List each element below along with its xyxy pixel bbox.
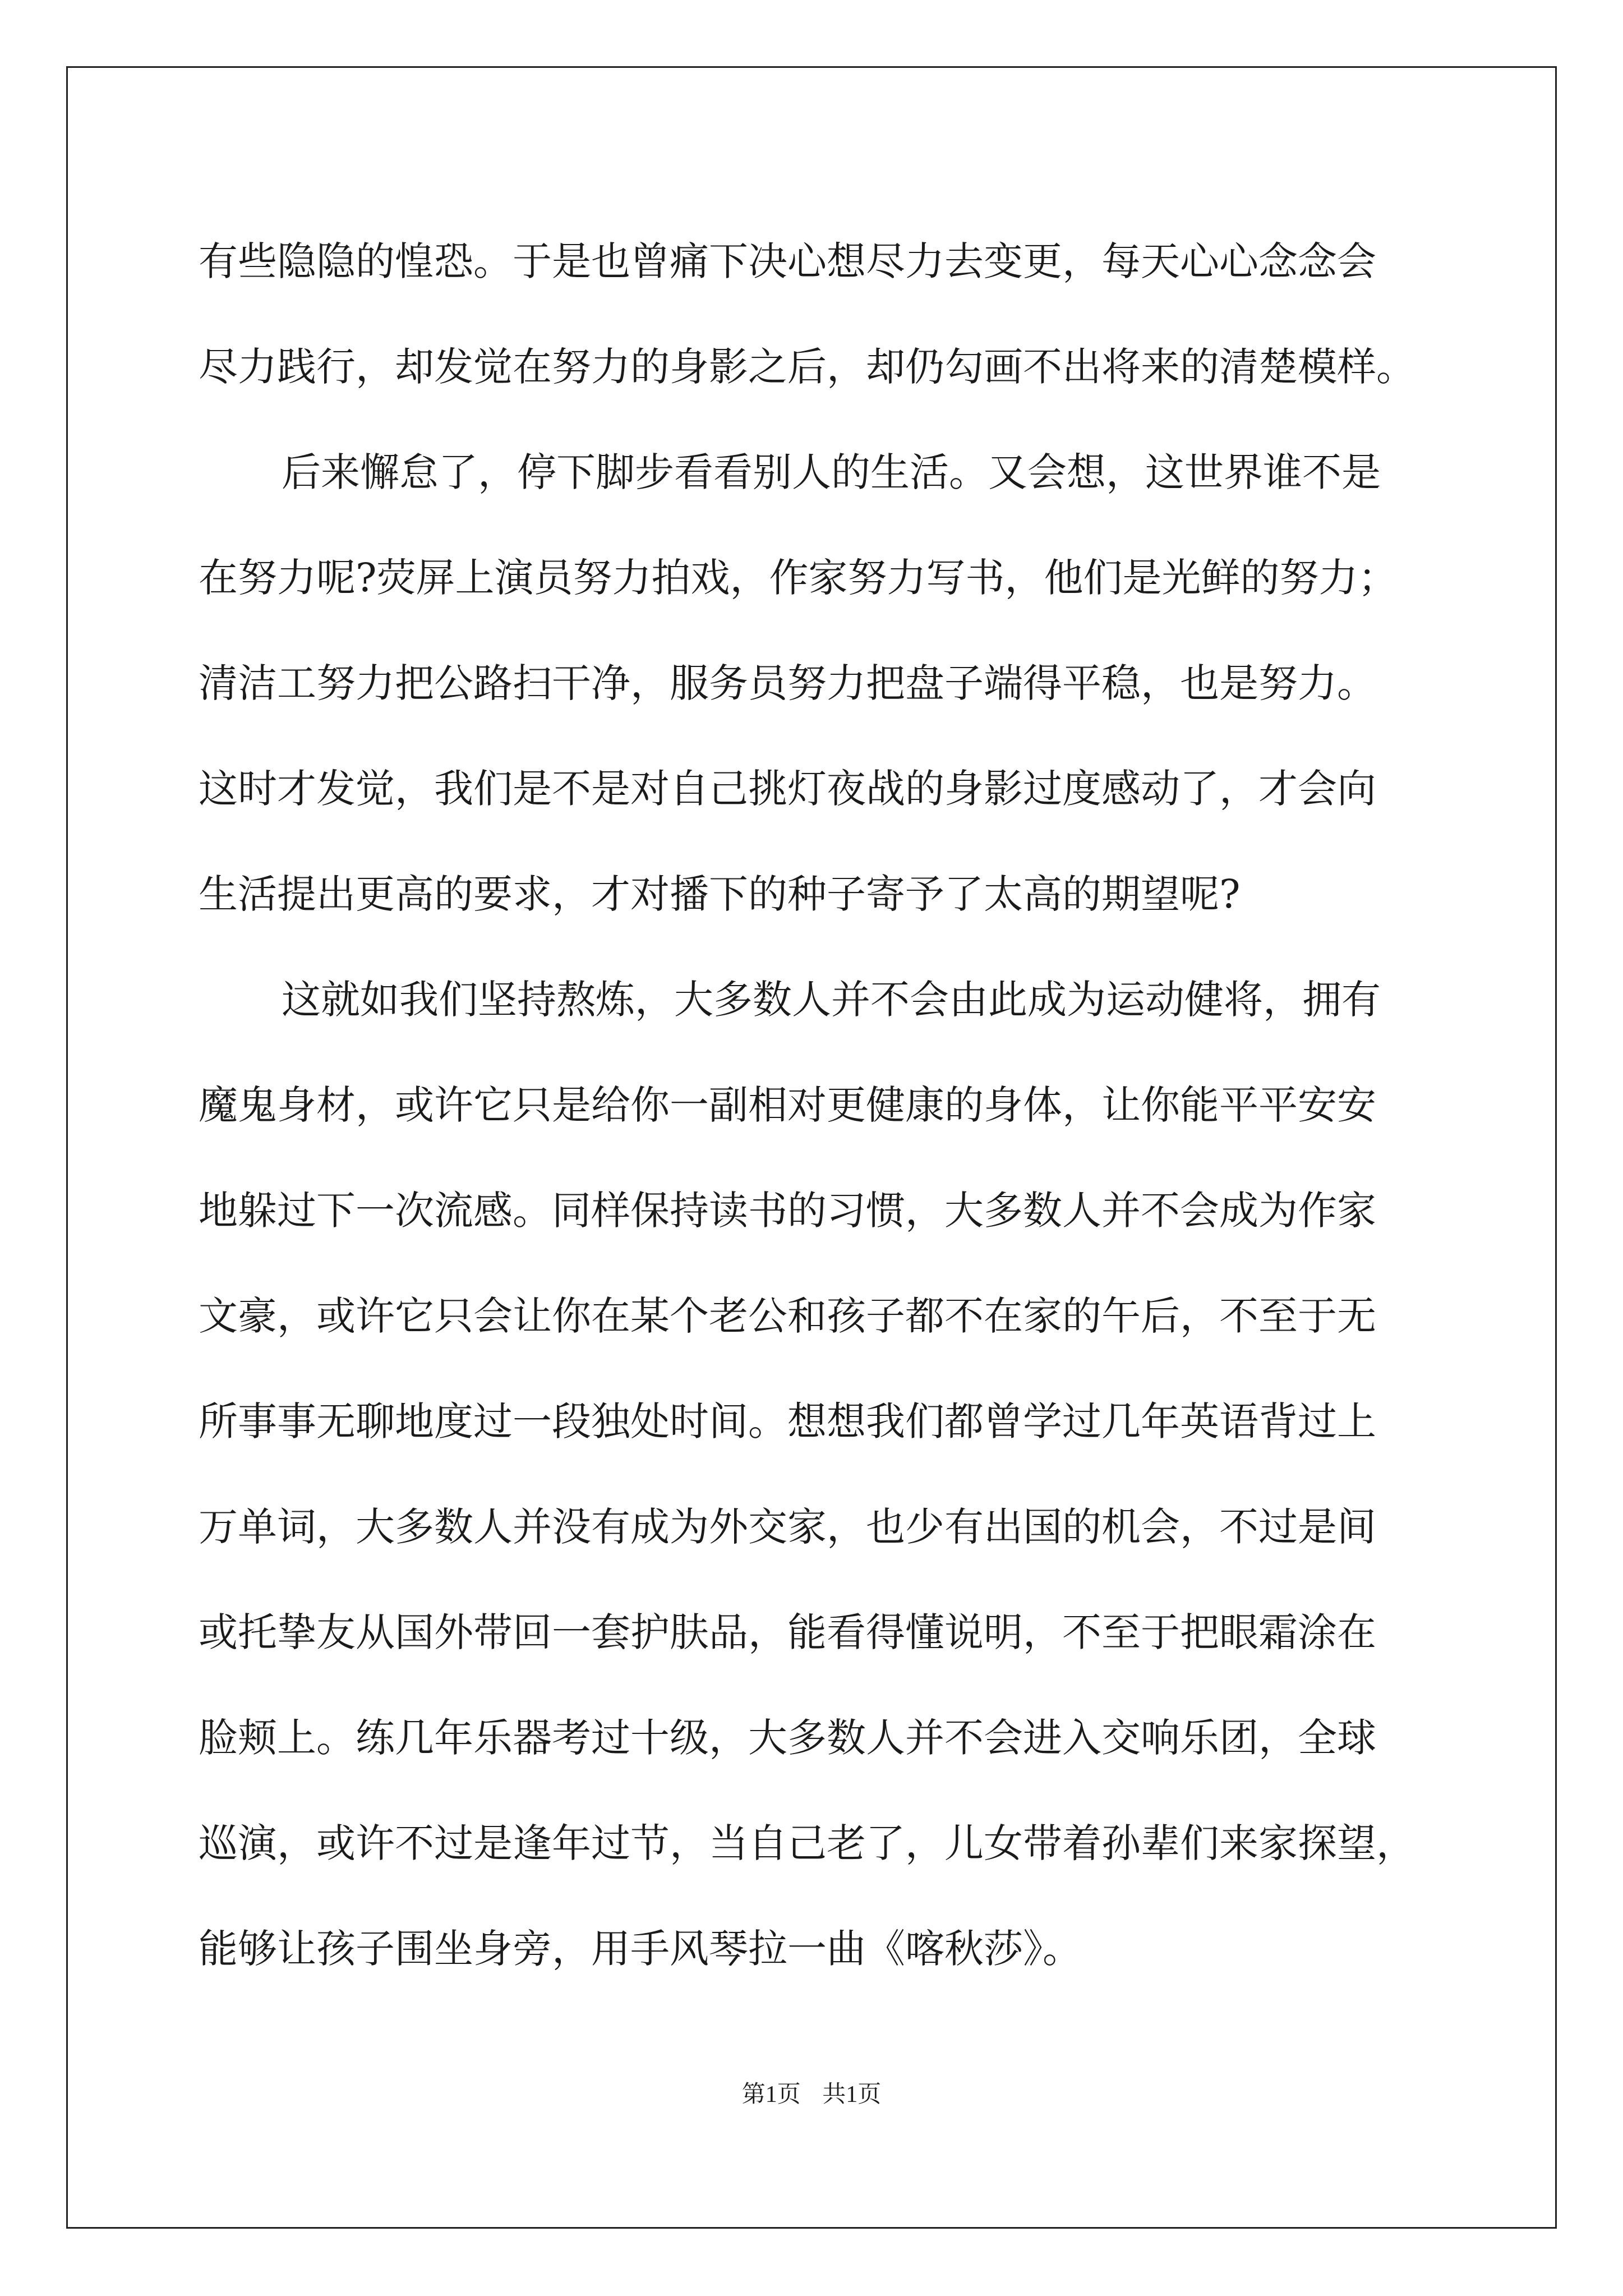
document-body bbox=[199, 209, 1432, 2001]
text-line-17: 能够让孩子围坐身旁，用手风琴拉一曲《喀秋莎》。 bbox=[199, 1926, 1082, 1972]
text-line-15: 脸颊上。练几年乐器考过十级，大多数人并不会进入交响乐团，全球 bbox=[199, 1715, 1376, 1761]
page-footer bbox=[0, 2076, 1623, 2109]
text-line-2: 尽力践行，却发觉在努力的身影之后，却仍勾画不出将来的清楚模样。 bbox=[199, 344, 1415, 390]
text-line-12: 所事事无聊地度过一段独处时间。想想我们都曾学过几年英语背过上 bbox=[199, 1398, 1376, 1444]
text-line-7: 生活提出更高的要求，才对播下的种子寄予了太高的期望呢? bbox=[199, 871, 1241, 917]
text-line-14: 或托挚友从国外带回一套护肤品，能看得懂说明，不至于把眼霜涂在 bbox=[199, 1609, 1376, 1655]
text-line-3: 后来懈怠了，停下脚步看看别人的生活。又会想，这世界谁不是 bbox=[282, 449, 1381, 495]
text-line-13: 万单词，大多数人并没有成为外交家，也少有出国的机会，不过是间 bbox=[199, 1504, 1376, 1550]
page-number: 第1页 bbox=[741, 2082, 801, 2108]
text-line-8: 这就如我们坚持熬炼，大多数人并不会由此成为运动健将，拥有 bbox=[282, 977, 1381, 1023]
text-line-16: 巡演，或许不过是逢年过节，当自己老了，儿女带着孙辈们来家探望， bbox=[199, 1820, 1415, 1866]
text-line-10: 地躲过下一次流感。同样保持读书的习惯，大多数人并不会成为作家 bbox=[199, 1188, 1376, 1234]
page-total: 共1页 bbox=[822, 2082, 882, 2108]
text-line-5: 清洁工努力把公路扫干净，服务员努力把盘子端得平稳，也是努力。 bbox=[199, 660, 1376, 706]
text-line-1: 有些隐隐的惶恐。于是也曾痛下决心想尽力去变更，每天心心念念会 bbox=[199, 238, 1376, 284]
text-line-4: 在努力呢?荧屏上演员努力拍戏，作家努力写书，他们是光鲜的努力； bbox=[199, 555, 1398, 601]
text-line-9: 魔鬼身材，或许它只是给你一副相对更健康的身体，让你能平平安安 bbox=[199, 1082, 1376, 1128]
text-line-11: 文豪，或许它只会让你在某个老公和孩子都不在家的午后，不至于无 bbox=[199, 1293, 1376, 1339]
text-line-6: 这时才发觉，我们是不是对自己挑灯夜战的身影过度感动了，才会向 bbox=[199, 766, 1376, 812]
